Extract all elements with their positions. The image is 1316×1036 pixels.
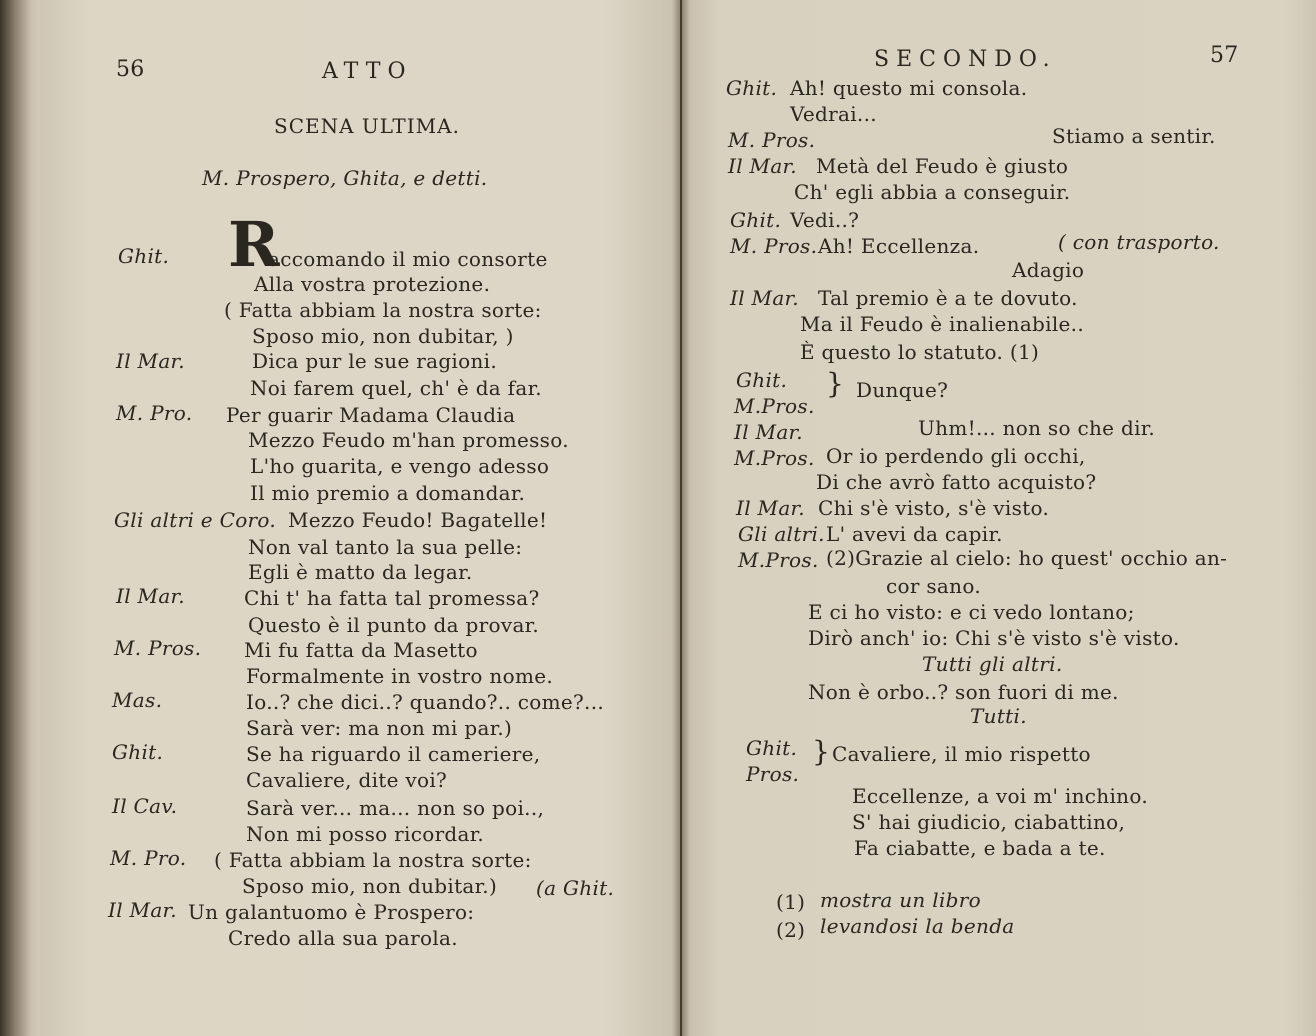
speaker: M.Pros. [734,446,815,470]
speaker: Il Mar. [116,584,185,608]
verse-line: Questo è il punto da provar. [248,613,539,637]
footnote-text: levandosi la benda [820,914,1015,938]
speaker: Gli altri. [738,522,825,546]
stage-direction: ( con trasporto. [1058,230,1220,254]
verse-line: Non val tanto la sua pelle: [248,535,523,559]
verse-line: Eccellenze, a voi m' inchino. [852,784,1149,808]
verse-line: Se ha riguardo il cameriere, [246,742,541,766]
speaker: Ghit. [730,208,782,232]
verse-line: Ma il Feudo è inalienabile.. [800,312,1084,336]
verse-line: Vedi..? [790,208,860,232]
verse-line: Uhm!... non so che dir. [918,416,1156,440]
verse-line: Il mio premio a domandar. [250,481,526,505]
scene-title: SCENA ULTIMA. [274,114,460,138]
speaker: Il Mar. [734,420,803,444]
verse-line: Tal premio è a te dovuto. [818,286,1078,310]
verse-line: Cavaliere, dite voi? [246,768,448,792]
stage-direction: Tutti. [970,704,1027,728]
verse-line: Or io perdendo gli occhi, [826,444,1086,468]
verse-line: Metà del Feudo è giusto [816,154,1069,178]
verse-line: Stiamo a sentir. [1052,124,1216,148]
speaker: M.Pros. [738,548,819,572]
speaker: Ghit. [736,368,788,392]
right-page-number: 57 [1210,43,1239,68]
verse-line: Ah! Eccellenza. [818,234,980,258]
verse-line: Sposo mio, non dubitar, ) [252,324,514,348]
left-running-head: ATTO [322,59,413,84]
verse-line: Sarà ver: ma non mi par.) [246,716,513,740]
verse-line: Chi t' ha fatta tal promessa? [244,586,540,610]
verse-line: Ch' egli abbia a conseguir. [794,180,1071,204]
verse-line: E ci ho visto: e ci vedo lontano; [808,600,1135,624]
speaker: Gli altri e Coro. [114,508,277,532]
brace-glyph: } [826,367,844,400]
dropcap-letter: R [228,208,280,281]
stage-direction: (a Ghit. [536,876,615,900]
verse-line: cor sano. [886,574,981,598]
verse-line: Mi fu fatta da Masetto [244,638,478,662]
verse-line: Dunque? [856,378,949,402]
footnote-text: mostra un libro [820,888,981,912]
verse-line: (2)Grazie al cielo: ho quest' occhio an- [826,546,1228,570]
verse-line: Adagio [1012,258,1085,282]
verse-line: Alla vostra protezione. [254,272,491,296]
speaker: M. Pros. [730,234,818,258]
verse-line: Chi s'è visto, s'è visto. [818,496,1050,520]
verse-line: Ah! questo mi consola. [790,76,1028,100]
verse-line: Egli è matto da legar. [248,560,473,584]
speaker: Il Mar. [730,286,799,310]
verse-line: ( Fatta abbiam la nostra sorte: [214,848,532,872]
verse-line: Sarà ver... ma... non so poi.., [246,796,545,820]
speaker: Mas. [112,688,163,712]
speaker: M. Pro. [110,846,187,870]
brace-glyph: } [812,735,830,768]
verse-line: Dica pur le sue ragioni. [252,349,498,373]
verse-line: Credo alla sua parola. [228,926,458,950]
verse-line: S' hai giudicio, ciabattino, [852,810,1126,834]
page-edges [0,0,44,1036]
verse-line: Di che avrò fatto acquisto? [816,470,1097,494]
speaker: Il Mar. [736,496,805,520]
left-page-number: 56 [116,57,145,82]
speaker: Ghit. [746,736,798,760]
verse-line: L'ho guarita, e vengo adesso [250,454,550,478]
speaker: M. Pros. [114,636,202,660]
verse-line: Non mi posso ricordar. [246,822,485,846]
verse-line: accomando il mio consorte [268,247,548,271]
speaker: Ghit. [118,244,170,268]
verse-line: Sposo mio, non dubitar.) [242,874,498,898]
speaker: Pros. [746,762,800,786]
verse-line: Noi farem quel, ch' è da far. [250,376,542,400]
scene-characters: M. Prospero, Ghita, e detti. [202,166,488,190]
verse-line: Per guarir Madama Claudia [226,403,516,427]
verse-line: Dirò anch' io: Chi s'è visto s'è visto. [808,626,1180,650]
footnote-mark: (2) [776,918,806,942]
verse-line: Formalmente in vostro nome. [246,664,553,688]
verse-line: È questo lo statuto. (1) [800,340,1040,364]
footnote-mark: (1) [776,890,806,914]
speaker: Il Cav. [112,794,178,818]
speaker: Il Mar. [116,349,185,373]
verse-line: Un galantuomo è Prospero: [188,900,475,924]
verse-line: Non è orbo..? son fuori di me. [808,680,1119,704]
speaker: M. Pro. [116,401,193,425]
speaker: Ghit. [112,740,164,764]
right-running-head: SECONDO. [874,47,1057,72]
book-gutter [672,0,690,1036]
speaker: M. Pros. [728,128,816,152]
speaker: Il Mar. [108,898,177,922]
speaker: Il Mar. [728,154,797,178]
verse-line: Fa ciabatte, e bada a te. [854,836,1106,860]
verse-line: Mezzo Feudo! Bagatelle! [288,508,548,532]
verse-line: Mezzo Feudo m'han promesso. [248,428,569,452]
verse-line: L' avevi da capir. [826,522,1003,546]
verse-line: ( Fatta abbiam la nostra sorte: [224,298,542,322]
verse-line: Cavaliere, il mio rispetto [832,742,1091,766]
verse-line: Vedrai... [790,102,877,126]
verse-line: Io..? che dici..? quando?.. come?... [246,690,605,714]
stage-direction: Tutti gli altri. [922,652,1063,676]
speaker: Ghit. [726,76,778,100]
speaker: M.Pros. [734,394,815,418]
